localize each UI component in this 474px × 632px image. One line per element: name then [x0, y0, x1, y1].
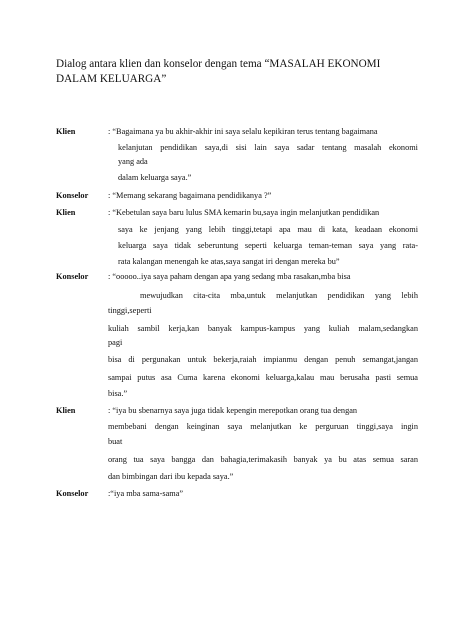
dialog-line: keluarga saya tidak seberuntung seperti keluarga teman-teman saya yang rata-	[118, 241, 418, 250]
dialog-line: sampai putus asa Cuma karena ekonomi keluarga,kalau mau berusaha pasti semua	[108, 373, 418, 382]
dialog-line: bisa di pergunakan untuk bekerja,raiah impianmu dengan penuh semangat,jangan	[108, 355, 418, 364]
dialog-line: : “ooooo..iya saya paham dengan apa yang sedang mba rasakan,mba bisa	[108, 272, 351, 281]
dialog-line: :“iya mba sama-sama”	[108, 489, 184, 498]
document-title	[56, 57, 436, 87]
dialog-line: membebani dengan keinginan saya melanjutkan ke perguruan tinggi,saya ingin	[108, 422, 418, 431]
dialog-line: : “Memang sekarang bagaimana pendidikanya ?”	[108, 191, 272, 200]
dialog-line: mewujudkan cita-cita mba,untuk melanjutkan pendidikan yang lebih	[140, 291, 418, 300]
dialog-line: : “iya bu sbenarnya saya juga tidak kepengin merepotkan orang tua dengan	[108, 406, 358, 415]
dialog-line: tinggi,seperti	[108, 306, 152, 315]
speaker-label: Klien	[56, 208, 76, 217]
dialog-line: kelanjutan pendidikan saya,di sisi lain saya sadar tentang masalah ekonomi	[118, 143, 418, 152]
dialog-line: yang ada	[118, 157, 148, 166]
dialog-line: rata kalangan menengah ke atas,saya sangat iri dengan mereka bu”	[118, 257, 340, 266]
dialog-line: dan bimbingan dari ibu kepada saya.”	[108, 472, 234, 481]
title-line-2: DALAM KELUARGA”	[56, 73, 167, 85]
speaker-label: Klien	[56, 127, 76, 136]
speaker-label: Konselor	[56, 489, 89, 498]
title-line-1: Dialog antara klien dan konselor dengan tema “MASALAH EKONOMI	[56, 58, 381, 70]
dialog-line: bisa.”	[108, 389, 128, 398]
dialog-line: kuliah sambil kerja,kan banyak kampus-kampus yang kuliah malam,sedangkan	[108, 324, 418, 333]
speaker-label: Klien	[56, 406, 76, 415]
dialog-line: : “Kebetulan saya baru lulus SMA kemarin bu,saya ingin melanjutkan pendidikan	[108, 208, 380, 217]
dialog-line: saya ke jenjang yang lebih tinggi,tetapi apa mau di kata, keadaan ekonomi	[118, 225, 418, 234]
dialog-line: buat	[108, 437, 123, 446]
dialog-line: orang tua saya bangga dan bahagia,terimakasih banyak ya bu atas semua saran	[108, 455, 418, 464]
speaker-label: Konselor	[56, 272, 89, 281]
speaker-label: Konselor	[56, 191, 89, 200]
dialog-line: dalam keluarga saya.”	[118, 173, 192, 182]
dialog-line: : “Bagaimana ya bu akhir-akhir ini saya selalu kepikiran terus tentang bagaimana	[108, 127, 378, 136]
dialog-line: pagi	[108, 338, 123, 347]
